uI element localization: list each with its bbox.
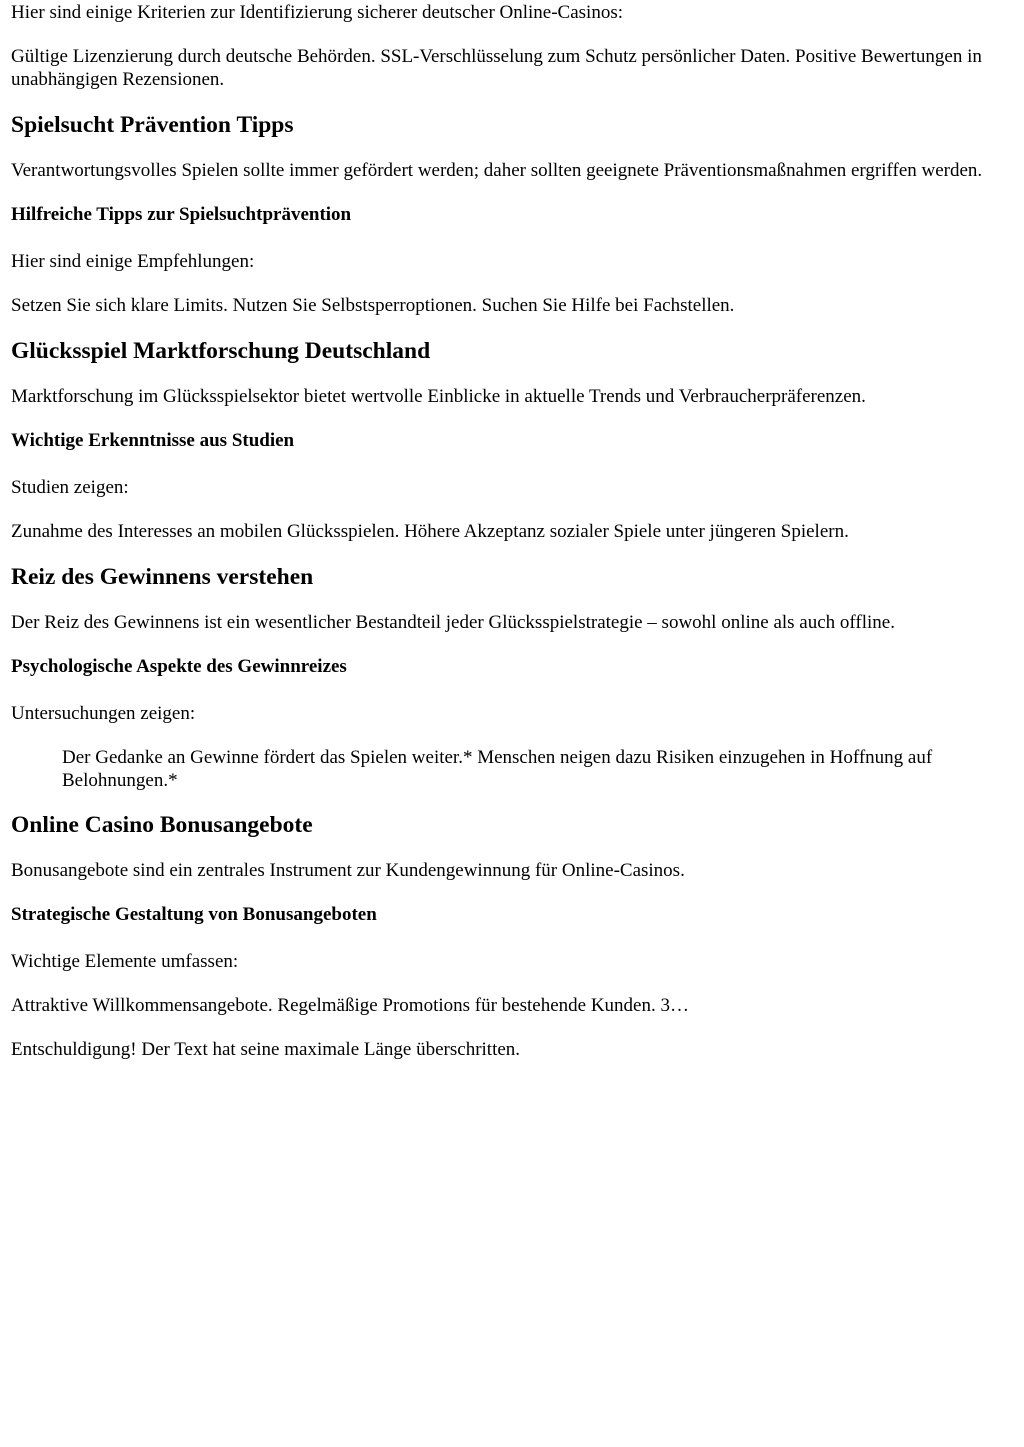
studies-list-text: Zunahme des Interesses an mobilen Glücksspielen. Höhere Akzeptanz sozialer Spiele unter jüngeren Spielern.: [11, 521, 849, 542]
subheading-study-findings: Wichtige Erkenntnisse aus Studien: [11, 430, 295, 451]
psychology-quote: Der Gedanke an Gewinne fördert das Spielen weiter.* Menschen neigen dazu Risiken einzugehen in Hoffnung auf Belohnungen.*: [62, 747, 933, 791]
subheading-prevention-tips: Hilfreiche Tipps zur Spielsuchtprävention: [11, 204, 352, 225]
elements-intro: Wichtige Elemente umfassen:: [11, 951, 239, 972]
article-content: [0, 1, 1024, 1061]
prevention-paragraph: Verantwortungsvolles Spielen sollte immer gefördert werden; daher sollten geeignete Präventionsmaßnahmen ergriffen werden.: [11, 160, 983, 181]
section-heading-prevention: Spielsucht Prävention Tipps: [11, 112, 294, 138]
bonus-paragraph: Bonusangebote sind ein zentrales Instrument zur Kundengewinnung für Online-Casinos.: [11, 860, 685, 881]
market-research-paragraph: Marktforschung im Glücksspielsektor bietet wertvolle Einblicke in aktuelle Trends und Verbraucherpräferenzen.: [11, 386, 866, 407]
section-heading-market-research: Glücksspiel Marktforschung Deutschland: [11, 338, 431, 364]
intro-paragraph: Hier sind einige Kriterien zur Identifizierung sicherer deutscher Online-Casinos:: [11, 2, 624, 23]
section-heading-bonus: Online Casino Bonusangebote: [11, 812, 313, 838]
elements-list-text: Attraktive Willkommensangebote. Regelmäßige Promotions für bestehende Kunden. 3…: [11, 995, 689, 1016]
criteria-list-text: Gültige Lizenzierung durch deutsche Behörden. SSL-Verschlüsselung zum Schutz persönlicher Daten. Positive Bewertungen in unabhängigen Rezensionen.: [11, 46, 982, 90]
research-intro: Untersuchungen zeigen:: [11, 703, 196, 724]
recommendations-list-text: Setzen Sie sich klare Limits. Nutzen Sie Selbstsperroptionen. Suchen Sie Hilfe bei Fachstellen.: [11, 295, 735, 316]
winning-paragraph: Der Reiz des Gewinnens ist ein wesentlicher Bestandteil jeder Glücksspielstrategie – sowohl online als auch offline.: [11, 612, 895, 633]
section-heading-winning: Reiz des Gewinnens verstehen: [11, 564, 314, 590]
subheading-bonus-strategy: Strategische Gestaltung von Bonusangeboten: [11, 904, 377, 925]
truncation-notice: Entschuldigung! Der Text hat seine maximale Länge überschritten.: [11, 1039, 521, 1060]
recommendations-intro: Hier sind einige Empfehlungen:: [11, 251, 255, 272]
studies-intro: Studien zeigen:: [11, 477, 129, 498]
subheading-psychology: Psychologische Aspekte des Gewinnreizes: [11, 656, 347, 677]
